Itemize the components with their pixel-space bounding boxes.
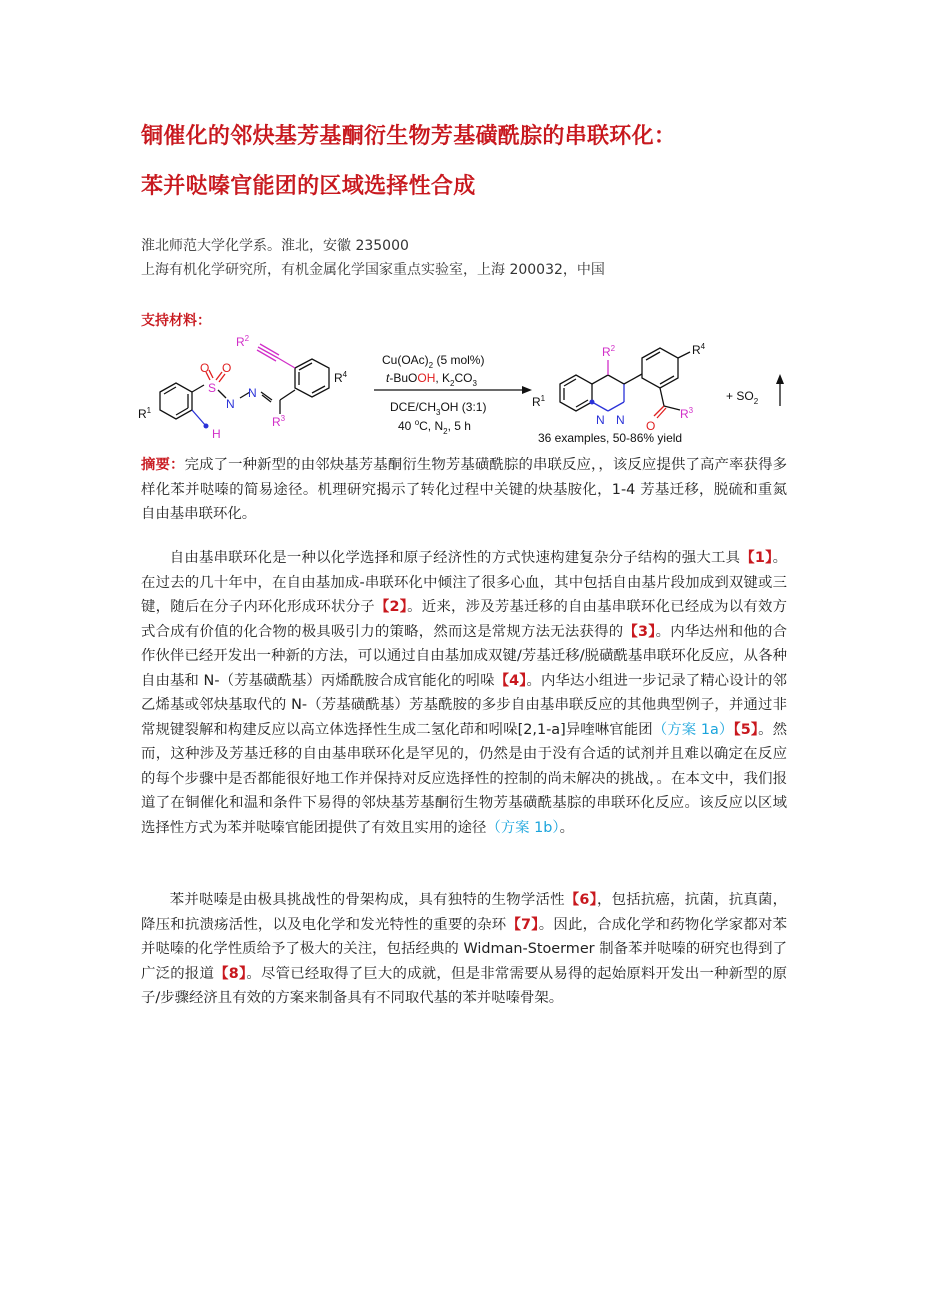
label-n2: N [248, 386, 257, 400]
intro-paragraph-2 [141, 888, 787, 1011]
reagent-oxidant: t-BuOOH, $K_2CO_3$ [386, 371, 477, 388]
reaction-arrowhead [522, 386, 532, 394]
reagent-catalyst: $Cu(OAc)_2$ (5 mol%) [382, 353, 485, 370]
para1-text-6: 。然而，这种涉及芳基迁移的自由基串联环化是罕见的，仍然是由于没有合适的试剂并且难以确定在反应的每个步骤中是否都能很好地工作并保持对反应选择性的控制的尚未解决的挑战，。在本文中，我们报道了在铜催化和温和条件下易得的邻炔基芳基酮衍生物芳基磺酰基腙的串联环化反应。该反应以区域选择性方式为苯并哒嗪官能团提供了有效且实用的途径 [141, 721, 787, 836]
label-h: H [212, 427, 221, 441]
para1-text-1: 自由基串联环化是一种以化学选择和原子经济性的方式快速构建复杂分子结构的强大工具 [169, 550, 741, 566]
abstract [141, 453, 787, 527]
supporting-info-label: 支持材料： [141, 313, 211, 329]
citation-7[interactable]: 【7】 [506, 916, 539, 933]
benzene-ring-left [160, 383, 192, 419]
gas-arrowhead [776, 374, 784, 384]
para2-text-4: 。尽管已经取得了巨大的成就，但是非常需要从易得的起始原料开发出一种新型的原子/步骤经济且有效的方案来制备具有不同取代基的苯并哒嗪骨架。 [141, 965, 787, 1006]
product-label-n1: N [596, 413, 605, 427]
citation-6[interactable]: 【6】 [564, 892, 598, 908]
intro-paragraph-1 [141, 546, 787, 840]
product-label-r2: $R^2$ [602, 344, 616, 359]
label-r4: $R^4$ [334, 370, 348, 385]
citation-5[interactable]: 【5】 [733, 721, 759, 738]
product-dot [590, 400, 595, 405]
label-r1: $R^1$ [138, 406, 152, 421]
label-s: S [208, 381, 217, 395]
label-o2: O [222, 361, 232, 375]
product-label-r3: $R^3$ [680, 406, 694, 421]
byproduct-so2: + $SO_2$ [726, 389, 759, 406]
para2-text-3: 。因此，合成化学和药物化学家都对苯并哒嗪的化学性质给予了极大的关注，包括经典的 Widman-Stoermer 制备苯并哒嗪的研究也得到了广泛的报道 [141, 916, 787, 982]
benzene-ring-right [295, 359, 329, 397]
affiliation-2: 上海有机化学研究所，有机金属化学国家重点实验室，上海 200032，中国 [141, 262, 605, 278]
para2-text-2: ，包括抗癌，抗菌，抗真菌，降压和抗溃疡活性，以及电化学和发光特性的重要的杂环 [141, 892, 787, 933]
reaction-scheme [130, 330, 790, 450]
para1-text-2: 。在过去的几十年中，在自由基加成-串联环化中倾注了很多心血，其中包括自由基片段加成到双键或三键，随后在分子内环化形成环状分子 [141, 550, 787, 615]
para1-text-4: 。内华达州和他的合作伙伴已经开发出一种新的方法，可以通过自由基加成双键/芳基迁移/脱磺酰基串联环化反应，从各种自由基和 N-（芳基磺酰基）丙烯酰胺合成官能化的吲哚 [141, 623, 787, 689]
citation-8[interactable]: 【8】 [214, 965, 247, 982]
label-o1: O [200, 361, 210, 375]
product-structure [560, 348, 690, 418]
affiliation-1: 淮北师范大学化学系。淮北，安徽 235000 [141, 238, 409, 254]
paper-title-line2: 苯并哒嗪官能团的区域选择性合成 [141, 174, 476, 199]
label-r3: $R^3$ [272, 414, 286, 429]
ipso-dot [204, 424, 209, 429]
paper-title-line1: 铜催化的邻炔基芳基酮衍生物芳基磺酰腙的串联环化： [141, 124, 677, 149]
citation-4[interactable]: 【4】 [494, 672, 527, 689]
label-n1: N [226, 397, 235, 411]
abstract-text: 完成了一种新型的由邻炔基芳基酮衍生物芳基磺酰腙的串联反应，，该反应提供了高产率获得多样化苯并哒嗪的简易途径。机理研究揭示了转化过程中关键的炔基胺化，1-4 芳基迁移，脱硫和重氮自由基串联环化。 [141, 457, 787, 522]
para1-text-5: 。内华达小组进一步记录了精心设计的邻乙烯基或邻炔基取代的 N-（芳基磺酰基）芳基酰胺的多步自由基串联反应的其他典型例子，并通过非常规键裂解和构建反应以高立体选择性生成二氢化茚和吲哚[2,1-a]异喹啉官能团 [141, 672, 787, 738]
reagent-solvent: DCE/$CH_3OH$ (3:1) [390, 400, 487, 417]
reaction-conditions: 40 $^o$C, $N_2$, 5 h [398, 418, 471, 436]
para1-text-3: 。近来，涉及芳基迁移的自由基串联环化已经成为以有效方式合成有价值的化合物的极具吸引力的策略，然而这是常规方法无法获得的 [141, 599, 787, 640]
label-r2: $R^2$ [236, 334, 250, 349]
citation-1[interactable]: 【1】 [740, 550, 773, 566]
citation-3[interactable]: 【3】 [623, 623, 656, 640]
starting-material [160, 344, 329, 426]
abstract-label: 摘要： [141, 457, 185, 473]
yield-note: 36 examples, 50-86% yield [538, 431, 683, 445]
product-label-o: O [646, 419, 656, 433]
citation-2[interactable]: 【2】 [374, 599, 408, 615]
para1-text-7: 。 [559, 819, 575, 836]
scheme-1a-link[interactable]: （方案 1a） [652, 721, 734, 738]
product-label-r4: $R^4$ [692, 342, 706, 357]
product-label-n2: N [616, 413, 625, 427]
para2-text-1: 苯并哒嗪是由极具挑战性的骨架构成，具有独特的生物学活性 [169, 892, 565, 908]
scheme-1b-link[interactable]: （方案 1b） [486, 819, 560, 836]
product-label-r1: $R^1$ [532, 394, 546, 409]
